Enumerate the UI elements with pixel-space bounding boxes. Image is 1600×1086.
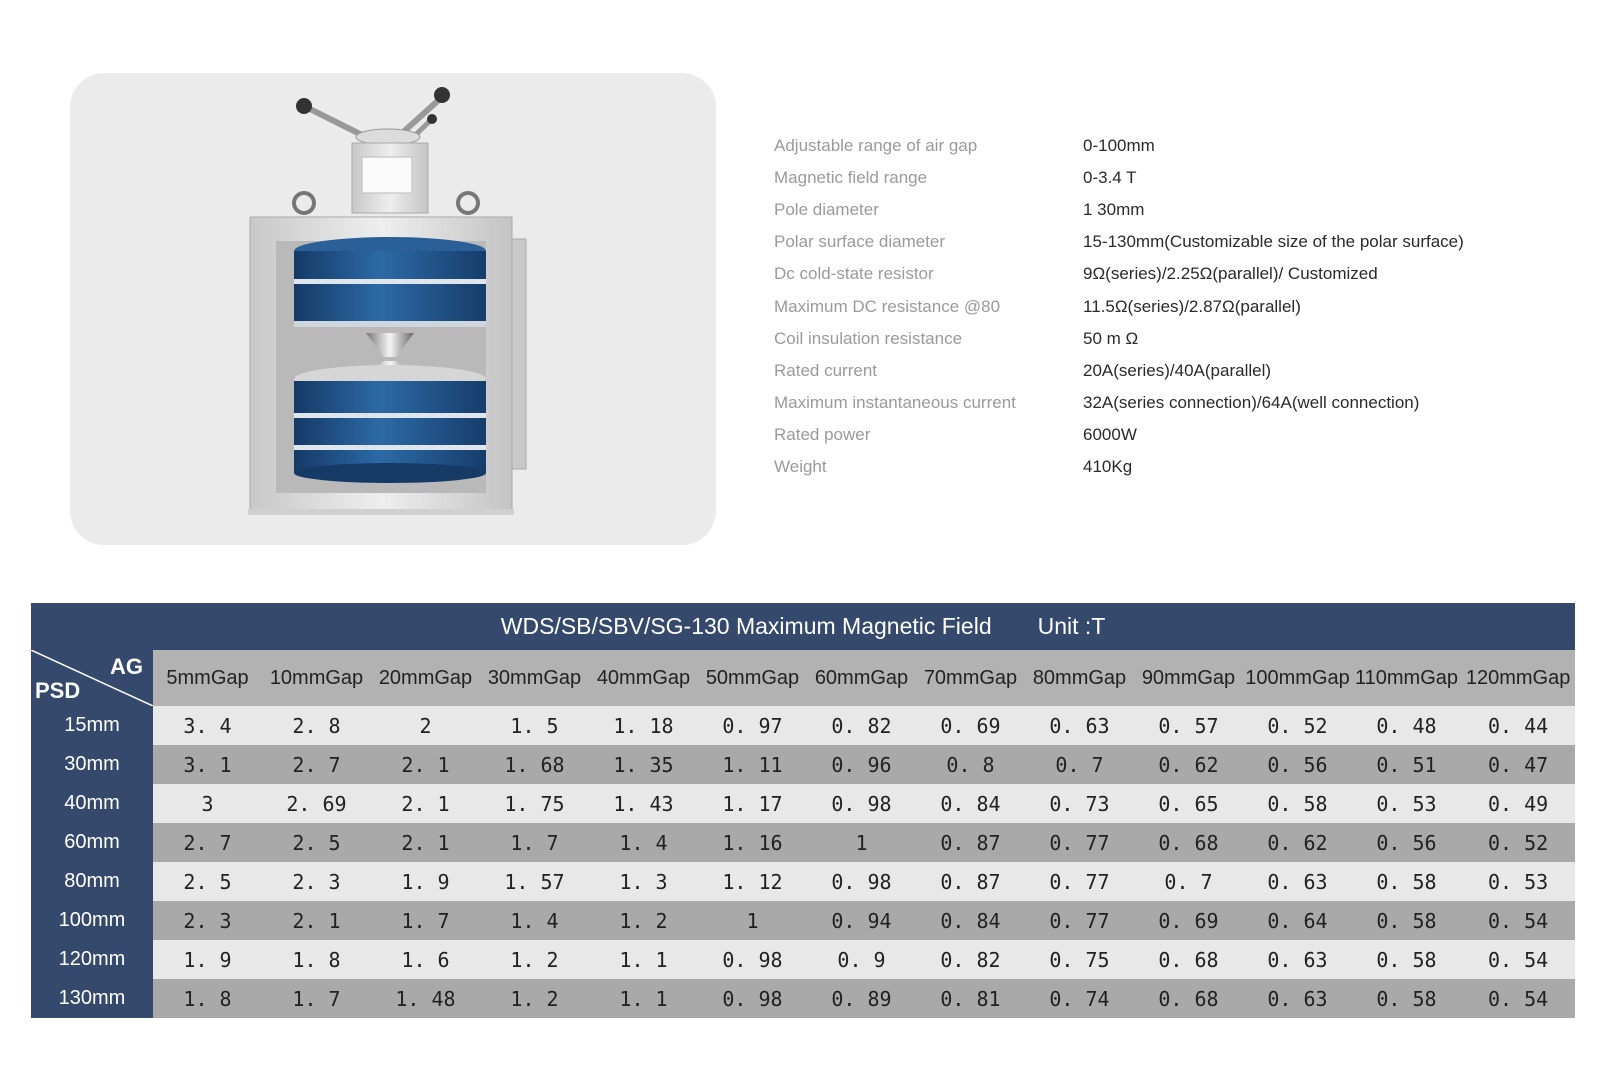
field-value-cell: 0. 98 <box>698 940 807 979</box>
spec-value: 6000W <box>1083 424 1137 444</box>
field-value-cell: 0. 75 <box>1025 940 1134 979</box>
gap-header-row <box>31 650 1575 706</box>
field-value-cell: 1. 16 <box>698 823 807 862</box>
gap-header: 10mmGap <box>262 650 371 706</box>
field-value-cell: 2. 3 <box>262 862 371 901</box>
spec-value: 15-130mm(Customizable size of the polar surface) <box>1083 232 1464 252</box>
table-row <box>31 862 1575 901</box>
field-value-cell: 2. 69 <box>262 784 371 823</box>
spec-row <box>774 130 1574 162</box>
spec-row <box>774 162 1574 194</box>
field-value-cell: 0. 58 <box>1352 979 1461 1018</box>
spec-row <box>774 419 1574 451</box>
spec-label: Weight <box>774 456 827 476</box>
field-value-cell: 0. 49 <box>1461 784 1575 823</box>
field-value-cell: 0. 7 <box>1025 745 1134 784</box>
table-body <box>31 706 1575 1018</box>
spec-label: Maximum DC resistance @80 <box>774 296 1001 316</box>
field-value-cell: 0. 98 <box>698 979 807 1018</box>
field-value-cell: 0. 77 <box>1025 862 1134 901</box>
field-value-cell: 0. 54 <box>1461 979 1575 1018</box>
table-unit: Unit :T <box>1037 613 1106 639</box>
field-value-cell: 0. 52 <box>1243 706 1352 745</box>
field-value-cell: 1. 75 <box>480 784 589 823</box>
field-value-cell: 2. 3 <box>153 901 262 940</box>
product-photo-card <box>70 73 716 545</box>
field-value-cell: 1. 11 <box>698 745 807 784</box>
field-value-cell: 0. 68 <box>1134 940 1243 979</box>
table-row <box>31 745 1575 784</box>
field-value-cell: 1. 9 <box>371 862 480 901</box>
field-value-cell: 0. 44 <box>1461 706 1575 745</box>
psd-cell: 60mm <box>31 823 153 862</box>
field-value-cell: 0. 53 <box>1461 862 1575 901</box>
field-value-cell: 0. 84 <box>916 901 1025 940</box>
field-value-cell: 0. 63 <box>1243 862 1352 901</box>
field-value-cell: 0. 54 <box>1461 901 1575 940</box>
field-value-cell: 1. 2 <box>480 979 589 1018</box>
gap-header: 110mmGap <box>1352 650 1461 706</box>
field-value-cell: 0. 69 <box>916 706 1025 745</box>
field-value-cell: 1. 5 <box>480 706 589 745</box>
field-value-cell: 2. 1 <box>371 823 480 862</box>
field-value-cell: 0. 57 <box>1134 706 1243 745</box>
spec-value: 9Ω(series)/2.25Ω(parallel)/ Customized <box>1083 264 1378 284</box>
corner-label-psd: PSD <box>35 678 81 703</box>
electromagnet-illustration <box>70 73 716 545</box>
field-value-cell: 2. 7 <box>153 823 262 862</box>
field-value-cell: 0. 68 <box>1134 979 1243 1018</box>
gap-header: 70mmGap <box>916 650 1025 706</box>
field-value-cell: 1. 2 <box>480 940 589 979</box>
field-value-cell: 0. 82 <box>916 940 1025 979</box>
spec-row <box>774 387 1574 419</box>
spec-value: 32A(series connection)/64A(well connection) <box>1083 392 1420 412</box>
table-row <box>31 979 1575 1018</box>
field-value-cell: 3 <box>153 784 262 823</box>
field-value-cell: 2. 1 <box>262 901 371 940</box>
field-value-cell: 0. 89 <box>807 979 916 1018</box>
field-value-cell: 0. 53 <box>1352 784 1461 823</box>
spec-value: 1 30mm <box>1083 200 1145 220</box>
field-value-cell: 0. 69 <box>1134 901 1243 940</box>
field-value-cell: 0. 87 <box>916 823 1025 862</box>
spec-value: 20A(series)/40A(parallel) <box>1083 360 1272 380</box>
field-value-cell: 0. 58 <box>1352 940 1461 979</box>
field-value-cell: 2. 8 <box>262 706 371 745</box>
field-value-cell: 0. 74 <box>1025 979 1134 1018</box>
field-value-cell: 0. 98 <box>807 784 916 823</box>
field-value-cell: 1. 8 <box>153 979 262 1018</box>
field-value-cell: 1. 35 <box>589 745 698 784</box>
field-value-cell: 0. 64 <box>1243 901 1352 940</box>
spec-row <box>774 355 1574 387</box>
spec-row <box>774 323 1574 355</box>
field-value-cell: 0. 81 <box>916 979 1025 1018</box>
field-value-cell: 0. 63 <box>1243 979 1352 1018</box>
spec-label: Dc cold-state resistor <box>774 264 934 284</box>
field-value-cell: 3. 1 <box>153 745 262 784</box>
psd-cell: 40mm <box>31 784 153 823</box>
magnetic-field-table <box>31 603 1575 1018</box>
spec-value: 50 m Ω <box>1083 328 1139 348</box>
table-row <box>31 901 1575 940</box>
spec-label: Magnetic field range <box>774 168 928 188</box>
field-value-cell: 1. 68 <box>480 745 589 784</box>
field-value-cell: 1. 12 <box>698 862 807 901</box>
field-value-cell: 0. 58 <box>1243 784 1352 823</box>
field-value-cell: 0. 48 <box>1352 706 1461 745</box>
spec-value: 410Kg <box>1083 456 1133 476</box>
field-value-cell: 0. 9 <box>807 940 916 979</box>
psd-cell: 15mm <box>31 706 153 745</box>
field-value-cell: 0. 77 <box>1025 823 1134 862</box>
field-value-cell: 0. 58 <box>1352 901 1461 940</box>
field-value-cell: 2 <box>371 706 480 745</box>
field-value-cell: 0. 68 <box>1134 823 1243 862</box>
field-value-cell: 0. 87 <box>916 862 1025 901</box>
field-value-cell: 1. 17 <box>698 784 807 823</box>
table-row <box>31 823 1575 862</box>
field-value-cell: 0. 62 <box>1134 745 1243 784</box>
field-value-cell: 0. 7 <box>1134 862 1243 901</box>
corner-header-cell <box>31 650 153 706</box>
field-value-cell: 0. 54 <box>1461 940 1575 979</box>
field-value-cell: 1. 1 <box>589 979 698 1018</box>
field-value-cell: 1. 18 <box>589 706 698 745</box>
corner-label-ag: AG <box>110 654 143 679</box>
field-value-cell: 1. 8 <box>262 940 371 979</box>
field-value-cell: 0. 62 <box>1243 823 1352 862</box>
spec-row <box>774 258 1574 290</box>
field-value-cell: 0. 77 <box>1025 901 1134 940</box>
field-value-cell: 2. 7 <box>262 745 371 784</box>
field-value-cell: 0. 56 <box>1352 823 1461 862</box>
field-value-cell: 0. 97 <box>698 706 807 745</box>
field-value-cell: 1. 57 <box>480 862 589 901</box>
field-value-cell: 0. 56 <box>1243 745 1352 784</box>
field-value-cell: 2. 5 <box>153 862 262 901</box>
gap-header: 40mmGap <box>589 650 698 706</box>
field-value-cell: 0. 63 <box>1025 706 1134 745</box>
psd-cell: 30mm <box>31 745 153 784</box>
psd-cell: 80mm <box>31 862 153 901</box>
field-value-cell: 0. 82 <box>807 706 916 745</box>
field-value-cell: 1. 7 <box>371 901 480 940</box>
psd-cell: 120mm <box>31 940 153 979</box>
field-value-cell: 2. 1 <box>371 745 480 784</box>
field-value-cell: 1. 43 <box>589 784 698 823</box>
field-value-cell: 0. 51 <box>1352 745 1461 784</box>
gap-header: 30mmGap <box>480 650 589 706</box>
spec-label: Pole diameter <box>774 200 879 220</box>
field-value-cell: 0. 98 <box>807 862 916 901</box>
field-value-cell: 0. 63 <box>1243 940 1352 979</box>
field-value-cell: 0. 65 <box>1134 784 1243 823</box>
spec-value: 11.5Ω(series)/2.87Ω(parallel) <box>1083 296 1301 316</box>
spec-value: 0-3.4 T <box>1083 168 1137 188</box>
spec-value: 0-100mm <box>1083 136 1155 156</box>
psd-cell: 130mm <box>31 979 153 1018</box>
field-value-cell: 0. 73 <box>1025 784 1134 823</box>
spec-label: Maximum instantaneous current <box>774 392 1016 412</box>
spec-label: Rated power <box>774 424 871 444</box>
gap-header: 60mmGap <box>807 650 916 706</box>
table-row <box>31 706 1575 745</box>
field-value-cell: 0. 84 <box>916 784 1025 823</box>
field-value-cell: 1. 4 <box>589 823 698 862</box>
field-value-cell: 0. 96 <box>807 745 916 784</box>
spec-row <box>774 194 1574 226</box>
field-value-cell: 1 <box>807 823 916 862</box>
field-value-cell: 1. 3 <box>589 862 698 901</box>
psd-cell: 100mm <box>31 901 153 940</box>
field-value-cell: 0. 47 <box>1461 745 1575 784</box>
field-value-cell: 0. 8 <box>916 745 1025 784</box>
field-value-cell: 3. 4 <box>153 706 262 745</box>
field-value-cell: 1. 4 <box>480 901 589 940</box>
gap-header: 80mmGap <box>1025 650 1134 706</box>
field-value-cell: 0. 58 <box>1352 862 1461 901</box>
spec-label: Rated current <box>774 360 877 380</box>
spec-label: Adjustable range of air gap <box>774 136 978 156</box>
field-value-cell: 2. 5 <box>262 823 371 862</box>
gap-header: 90mmGap <box>1134 650 1243 706</box>
spec-row <box>774 290 1574 322</box>
field-value-cell: 1. 2 <box>589 901 698 940</box>
field-value-cell: 1. 9 <box>153 940 262 979</box>
spec-list <box>774 130 1574 483</box>
spec-row <box>774 226 1574 258</box>
field-value-cell: 1. 7 <box>480 823 589 862</box>
gap-header: 5mmGap <box>153 650 262 706</box>
field-value-cell: 0. 94 <box>807 901 916 940</box>
field-value-cell: 1. 48 <box>371 979 480 1018</box>
gap-header: 50mmGap <box>698 650 807 706</box>
table-row <box>31 784 1575 823</box>
table-title-text: WDS/SB/SBV/SG-130 Maximum Magnetic Field <box>500 613 992 639</box>
spec-label: Polar surface diameter <box>774 232 946 252</box>
field-value-cell: 1. 7 <box>262 979 371 1018</box>
gap-header: 120mmGap <box>1461 650 1575 706</box>
gap-header: 100mmGap <box>1243 650 1352 706</box>
gap-header: 20mmGap <box>371 650 480 706</box>
field-value-cell: 2. 1 <box>371 784 480 823</box>
spec-row <box>774 451 1574 483</box>
table-title <box>31 603 1575 650</box>
field-value-cell: 1. 1 <box>589 940 698 979</box>
field-value-cell: 0. 52 <box>1461 823 1575 862</box>
spec-label: Coil insulation resistance <box>774 328 963 348</box>
table-row <box>31 940 1575 979</box>
field-value-cell: 1. 6 <box>371 940 480 979</box>
field-value-cell: 1 <box>698 901 807 940</box>
